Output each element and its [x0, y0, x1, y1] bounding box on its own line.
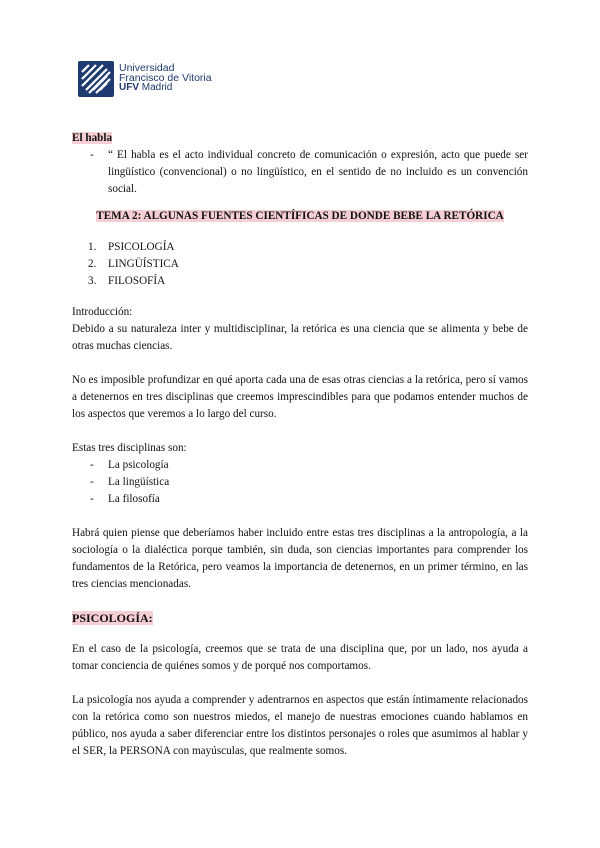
habla-quote-list [72, 147, 528, 198]
tema-item-label: FILOSOFÍA [108, 275, 166, 287]
tema-list [72, 239, 528, 290]
intro-paragraph-2: No es imposible profundizar en qué aporta cada una de esas otras ciencias a la retórica, pero sí vamos a detenernos en tres disciplinas que creemos imprescindibles para que podamos entender muchos de los aspectos que veremos a lo largo del curso. [72, 374, 528, 420]
tema-title-text: TEMA 2: ALGUNAS FUENTES CIENTÍFICAS DE DONDE BEBE LA RETÓRICA [96, 210, 504, 222]
university-logo [77, 60, 237, 104]
intro-paragraph-1: Debido a su naturaleza inter y multidisciplinar, la retórica es una ciencia que se alimenta y bebe de otras muchas ciencias. [72, 323, 528, 352]
psicologia-paragraph-1: En el caso de la psicología, creemos que se trata de una disciplina que, por un lado, nos ayuda a tomar conciencia de quiénes somos y de porqué nos comportamos. [72, 643, 528, 672]
tema-item-num: 1. [88, 241, 97, 253]
logo-line-2: Francisco de Vitoria [119, 72, 212, 84]
disciplines-label: Estas tres disciplinas son: [72, 442, 187, 454]
tema-item-label: PSICOLOGÍA [108, 241, 175, 253]
habla-heading [72, 130, 528, 147]
tema-item-num: 3. [88, 275, 97, 287]
logo-line-3-rest: Madrid [139, 82, 173, 93]
tema-item [72, 256, 528, 273]
habla-quote: - “ El habla es el acto individual concreto de comunicación o expresión, acto que puede ser lingüístico (convencional) o no lingüístico, en el sentido de no incluido es un convención social. [72, 147, 528, 198]
document-body [72, 130, 528, 760]
discipline-item: - La filosofía [72, 491, 528, 508]
psicologia-heading [72, 610, 528, 627]
intro-label: Introducción: [72, 306, 133, 318]
logo-wordmark [119, 63, 212, 93]
tema-item [72, 273, 528, 290]
disciplines-list [72, 457, 528, 508]
discipline-item: - La lingüística [72, 474, 528, 491]
tema-item-label: LINGÜÍSTICA [108, 258, 179, 270]
discipline-item: - La psicología [72, 457, 528, 474]
psicologia-heading-text: PSICOLOGÍA: [72, 611, 153, 625]
logo-line-3 [119, 83, 212, 93]
intro-paragraph-3: Habrá quien piense que deberíamos haber incluido entre estas tres disciplinas a la antropología, a la sociología o la dialéctica porque también, sin duda, son ciencias importantes para comprender los fundamentos de la Retórica, pero veamos la importancia de detenernos, en un primer término, en las tres ciencias mencionadas. [72, 527, 528, 590]
ufv-logo-icon [77, 60, 115, 98]
habla-heading-text: El habla [72, 132, 113, 144]
tema-item [72, 239, 528, 256]
logo-line-1: Universidad [119, 62, 175, 74]
tema-item-num: 2. [88, 258, 97, 270]
psicologia-paragraph-2: La psicología nos ayuda a comprender y adentrarnos en aspectos que están íntimamente relacionados con la retórica como son nuestros miedos, el manejo de nuestras emociones cuando hablamos en público, nos ayuda a saber diferenciar entre los distintos personajes o roles que asumimos al hablar y el SER, la PERSONA con mayúsculas, que realmente somos. [72, 694, 528, 757]
tema-title [72, 208, 528, 225]
logo-line-3-bold: UFV [119, 82, 139, 93]
